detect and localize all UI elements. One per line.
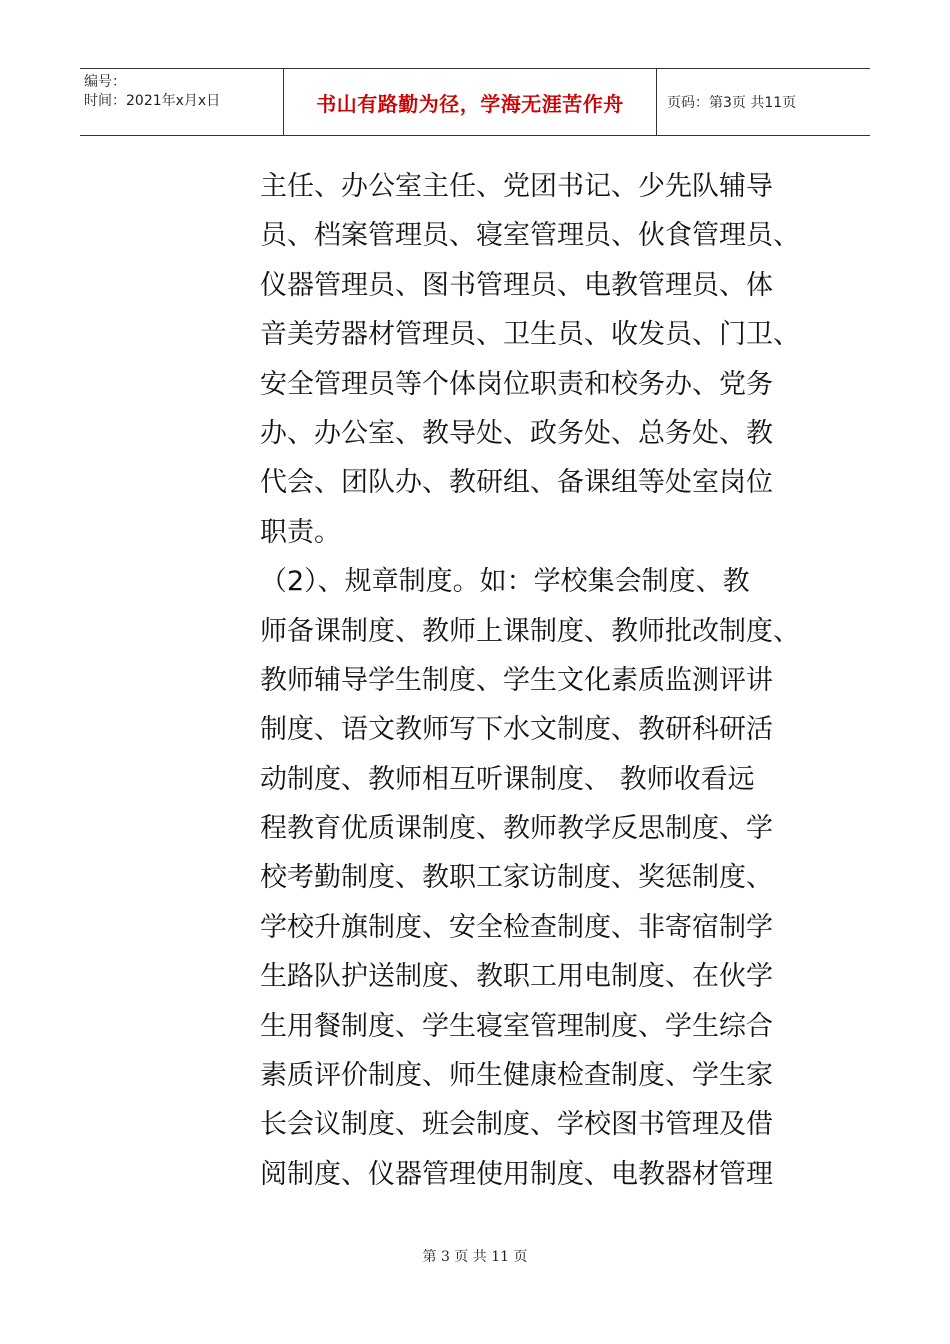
body-line: 安全管理员等个体岗位职责和校务办、党务 xyxy=(260,368,773,400)
body-line: 生路队护送制度、教职工用电制度、在伙学 xyxy=(260,961,773,993)
body-line: 教师辅导学生制度、学生文化素质监测评讲 xyxy=(260,664,773,696)
body-line: 动制度、教师相互听课制度、 教师收看远 xyxy=(260,763,755,795)
body-line: 校考勤制度、教职工家访制度、奖惩制度、 xyxy=(260,862,773,894)
body-line: 代会、团队办、教研组、备课组等处室岗位 xyxy=(260,467,773,499)
body-line: 师备课制度、教师上课制度、教师批改制度、 xyxy=(260,615,800,647)
body-line: 主任、办公室主任、党团书记、少先队辅导 xyxy=(260,171,773,202)
body-line: 长会议制度、班会制度、学校图书管理及借 xyxy=(260,1109,773,1141)
body-line: 素质评价制度、师生健康检查制度、学生家 xyxy=(260,1060,773,1092)
document-time-label: 时间：2021年x月x日 xyxy=(84,93,221,109)
document-number-label: 编号： xyxy=(84,74,126,90)
body-line: 制度、语文教师写下水文制度、教研科研活 xyxy=(260,714,773,746)
body-line: 员、档案管理员、寝室管理员、伙食管理员、 xyxy=(260,220,800,252)
body-line: （2）、规章制度。如：学校集会制度、教 xyxy=(260,566,750,598)
body-line: 生用餐制度、学生寝室管理制度、学生综合 xyxy=(260,1010,773,1042)
header-meta xyxy=(80,69,283,135)
body-line: 程教育优质课制度、教师教学反思制度、学 xyxy=(260,813,773,845)
body-line: 阅制度、仪器管理使用制度、电教器材管理 xyxy=(260,1158,773,1190)
document-body xyxy=(260,162,860,1199)
body-line: 仪器管理员、图书管理员、电教管理员、体 xyxy=(260,269,773,301)
header-motto: 书山有路勤为径，学海无涯苦作舟 xyxy=(283,69,657,135)
page-header xyxy=(80,68,870,136)
body-line: 职责。 xyxy=(260,516,341,548)
page-footer: 第 3 页 共 11 页 xyxy=(422,1249,528,1265)
body-line: 学校升旗制度、安全检查制度、非寄宿制学 xyxy=(260,911,773,943)
body-line: 办、办公室、教导处、政务处、总务处、教 xyxy=(260,417,773,449)
body-line: 音美劳器材管理员、卫生员、收发员、门卫、 xyxy=(260,319,800,351)
header-page-number: 页码：第3页 共11页 xyxy=(667,95,797,111)
